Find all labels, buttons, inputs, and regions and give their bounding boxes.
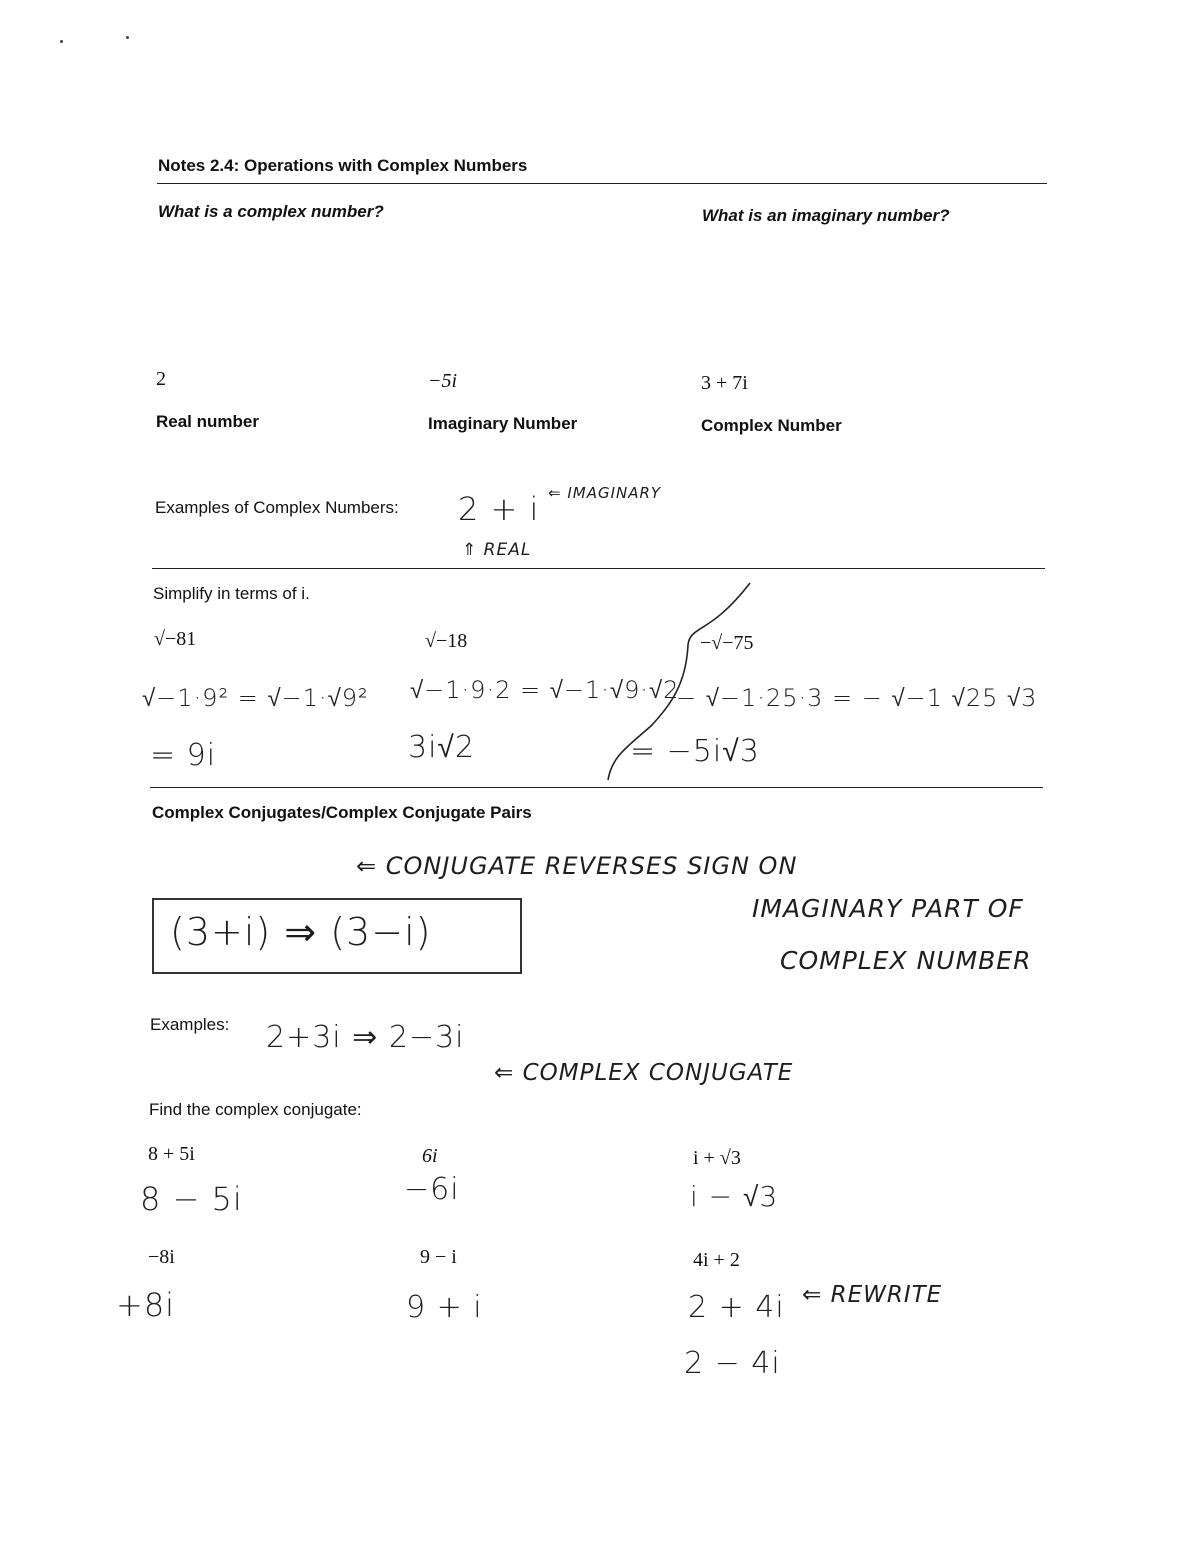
hw-answer-2: 3i√2 bbox=[408, 730, 475, 765]
real-label: Real number bbox=[156, 412, 259, 431]
find-problem-1: 8 + 5i bbox=[148, 1143, 195, 1165]
complex-label: Complex Number bbox=[701, 416, 842, 435]
simplify-expr-1: √−81 bbox=[154, 628, 197, 650]
scan-speck bbox=[126, 36, 129, 39]
hw-conjugate-example-note: ⇐ COMPLEX CONJUGATE bbox=[494, 1060, 794, 1086]
hw-answer-3: = −5i√3 bbox=[630, 734, 760, 769]
hw-find-answer-2: −6i bbox=[404, 1172, 460, 1207]
find-problem-6: 4i + 2 bbox=[693, 1249, 740, 1271]
hw-conjugate-note-1: ⇐ CONJUGATE REVERSES SIGN ON bbox=[356, 852, 798, 880]
hw-conjugate-note-2: IMAGINARY PART OF bbox=[752, 894, 1024, 923]
simplify-expr-2: √−18 bbox=[425, 630, 468, 652]
find-problem-2: 6i bbox=[422, 1145, 438, 1167]
hw-real-note: ⇑ REAL bbox=[462, 540, 532, 560]
examples-label: Examples: bbox=[150, 1015, 230, 1034]
simplify-problem-2 bbox=[425, 630, 467, 653]
question-complex: What is a complex number? bbox=[158, 202, 384, 221]
hw-find-answer-6: 2 + 4i bbox=[688, 1290, 785, 1325]
hw-complex-example: 2 + i bbox=[458, 490, 540, 528]
hw-work-2: √−1·9·2 = √−1·√9·√2 bbox=[410, 676, 680, 704]
simplify-problem-1 bbox=[154, 628, 196, 651]
hw-separator-stroke bbox=[590, 575, 760, 785]
scan-speck bbox=[60, 40, 63, 43]
find-problem-5: 9 − i bbox=[420, 1246, 457, 1268]
hw-find-answer-6b: 2 − 4i bbox=[684, 1346, 781, 1381]
title-divider bbox=[157, 183, 1047, 184]
imaginary-example: −5i bbox=[428, 370, 458, 392]
hw-find-answer-4: +8i bbox=[116, 1286, 176, 1324]
hw-work-1: √−1·9² = √−1·√9² bbox=[142, 684, 369, 712]
section-divider bbox=[150, 787, 1043, 788]
complex-examples-label: Examples of Complex Numbers: bbox=[155, 498, 399, 517]
conjugates-heading: Complex Conjugates/Complex Conjugate Pairs bbox=[152, 803, 532, 822]
imaginary-label: Imaginary Number bbox=[428, 414, 578, 433]
hw-find-answer-1: 8 − 5i bbox=[140, 1180, 243, 1218]
real-example: 2 bbox=[156, 368, 166, 390]
hw-imaginary-note: ⇐ IMAGINARY bbox=[548, 484, 662, 502]
find-problem-4: −8i bbox=[148, 1246, 175, 1268]
simplify-expr-3: −√−75 bbox=[700, 632, 754, 654]
hw-conjugate-example: 2+3i ⇒ 2−3i bbox=[266, 1020, 465, 1055]
hw-find-answer-5: 9 + i bbox=[406, 1290, 483, 1325]
hw-conjugate-note-3: COMPLEX NUMBER bbox=[780, 946, 1032, 975]
find-problem-3: i + √3 bbox=[693, 1147, 741, 1169]
find-heading: Find the complex conjugate: bbox=[149, 1100, 362, 1119]
hw-answer-1: = 9i bbox=[150, 738, 217, 773]
simplify-heading: Simplify in terms of i. bbox=[153, 584, 310, 603]
hw-rewrite-note: ⇐ REWRITE bbox=[802, 1282, 943, 1308]
section-divider bbox=[152, 568, 1045, 569]
complex-example: 3 + 7i bbox=[701, 372, 748, 394]
hw-find-answer-3: i − √3 bbox=[690, 1180, 779, 1213]
question-imaginary: What is an imaginary number? bbox=[702, 206, 950, 225]
page-title: Notes 2.4: Operations with Complex Numbers bbox=[158, 156, 528, 175]
hw-work-3: − √−1·25·3 = − √−1 √25 √3 bbox=[676, 684, 1038, 712]
hw-conjugate-box-text: (3+i) ⇒ (3−i) bbox=[170, 910, 432, 954]
